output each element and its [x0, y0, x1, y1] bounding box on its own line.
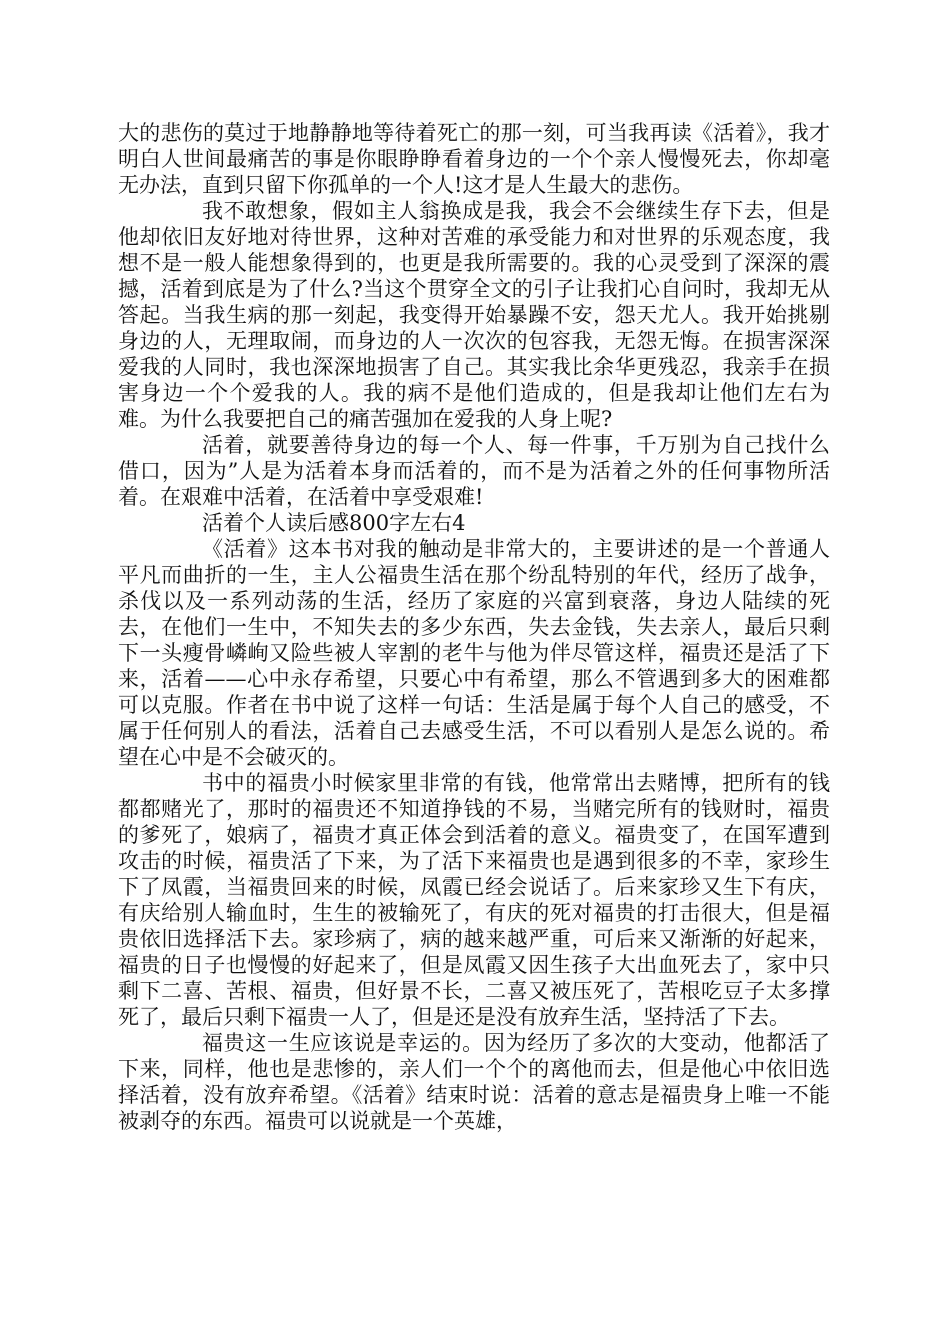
section-heading: 活着个人读后感800字左右4: [202, 511, 466, 535]
paragraph-intro: 大的悲伤的莫过于地静静地等待着死亡的那一刻，可当我再读《活着》，我才明白人世间最痛苦的事是你眼睁睁看着身边的一个个亲人慢慢死去，你却毫无办法，直到只留下你孤单的一个人!这才是人生最大的悲伤。: [118, 121, 830, 197]
paragraph-fugui-fortune: 福贵这一生应该说是幸运的。因为经历了多次的大变动，他都活了下来，同样，他也是悲惨的，亲人们一个个的离他而去，但是他心中依旧选择活着，没有放弃希望。《活着》结束时说：活着的意志是福贵身上唯一不能被剥夺的东西。福贵可以说就是一个英雄，: [118, 1031, 830, 1133]
paragraph-book-impact: 《活着》这本书对我的触动是非常大的，主要讲述的是一个普通人平凡而曲折的一生，主人公福贵生活在那个纷乱特别的年代，经历了战争，杀伐以及一系列动荡的生活，经历了家庭的兴富到衰落，身边人陆续的死去，在他们一生中，不知失去的多少东西，失去金钱，失去亲人，最后只剩下一头瘦骨嶙峋又险些被人宰割的老牛与他为伴尽管这样，福贵还是活了下来，活着——心中永存希望，只要心中有希望，那么不管遇到多大的困难都可以克服。作者在书中说了这样一句话：生活是属于每个人自己的感受，不属于任何别人的看法，活着自己去感受生活，不可以看别人是怎么说的。希望在心中是不会破灭的。: [118, 537, 830, 769]
document-page: [118, 120, 830, 1134]
paragraph-fugui-story: 书中的福贵小时候家里非常的有钱，他常常出去赌博，把所有的钱都都赌光了，那时的福贵还不知道挣钱的不易，当赌完所有的钱财时，福贵的爹死了，娘病了，福贵才真正体会到活着的意义。福贵变了，在国军遭到攻击的时候，福贵活了下来，为了活下来福贵也是遇到很多的不幸，家珍生下了凤霞，当福贵回来的时候，凤霞已经会说话了。后来家珍又生下有庆，有庆给别人输血时，生生的被输死了，有庆的死对福贵的打击很大，但是福贵依旧选择活下去。家珍病了，病的越来越严重，可后来又渐渐的好起来，福贵的日子也慢慢的好起来了，但是凤霞又因生孩子大出血死去了，家中只剩下二喜、苦根、福贵，但好景不长，二喜又被压死了，苦根吃豆子太多撑死了，最后只剩下福贵一人了，但是还是没有放弃生活，坚持活了下去。: [118, 771, 830, 1029]
paragraph-conclusion: 活着，就要善待身边的每一个人、每一件事，千万别为自己找什么借口，因为”人是为活着本身而活着的，而不是为活着之外的任何事物所活着。在艰难中活着，在活着中享受艰难!: [118, 433, 830, 509]
paragraph-imagination: 我不敢想象，假如主人翁换成是我，我会不会继续生存下去，但是他却依旧友好地对待世界，这种对苦难的承受能力和对世界的乐观态度，我想不是一般人能想象得到的，也更是我所需要的。我的心灵受到了深深的震撼，活着到底是为了什么?当这个贯穿全文的引子让我扪心自问时，我却无从答起。当我生病的那一刻起，我变得开始暴躁不安，怨天尤人。我开始挑剔身边的人，无理取闹，而身边的人一次次的包容我，无怨无悔。在损害深深爱我的人同时，我也深深地损害了自己。其实我比余华更残忍，我亲手在损害身边一个个爱我的人。我的病不是他们造成的，但是我却让他们左右为难。为什么我要把自己的痛苦强加在爱我的人身上呢?: [118, 199, 830, 431]
